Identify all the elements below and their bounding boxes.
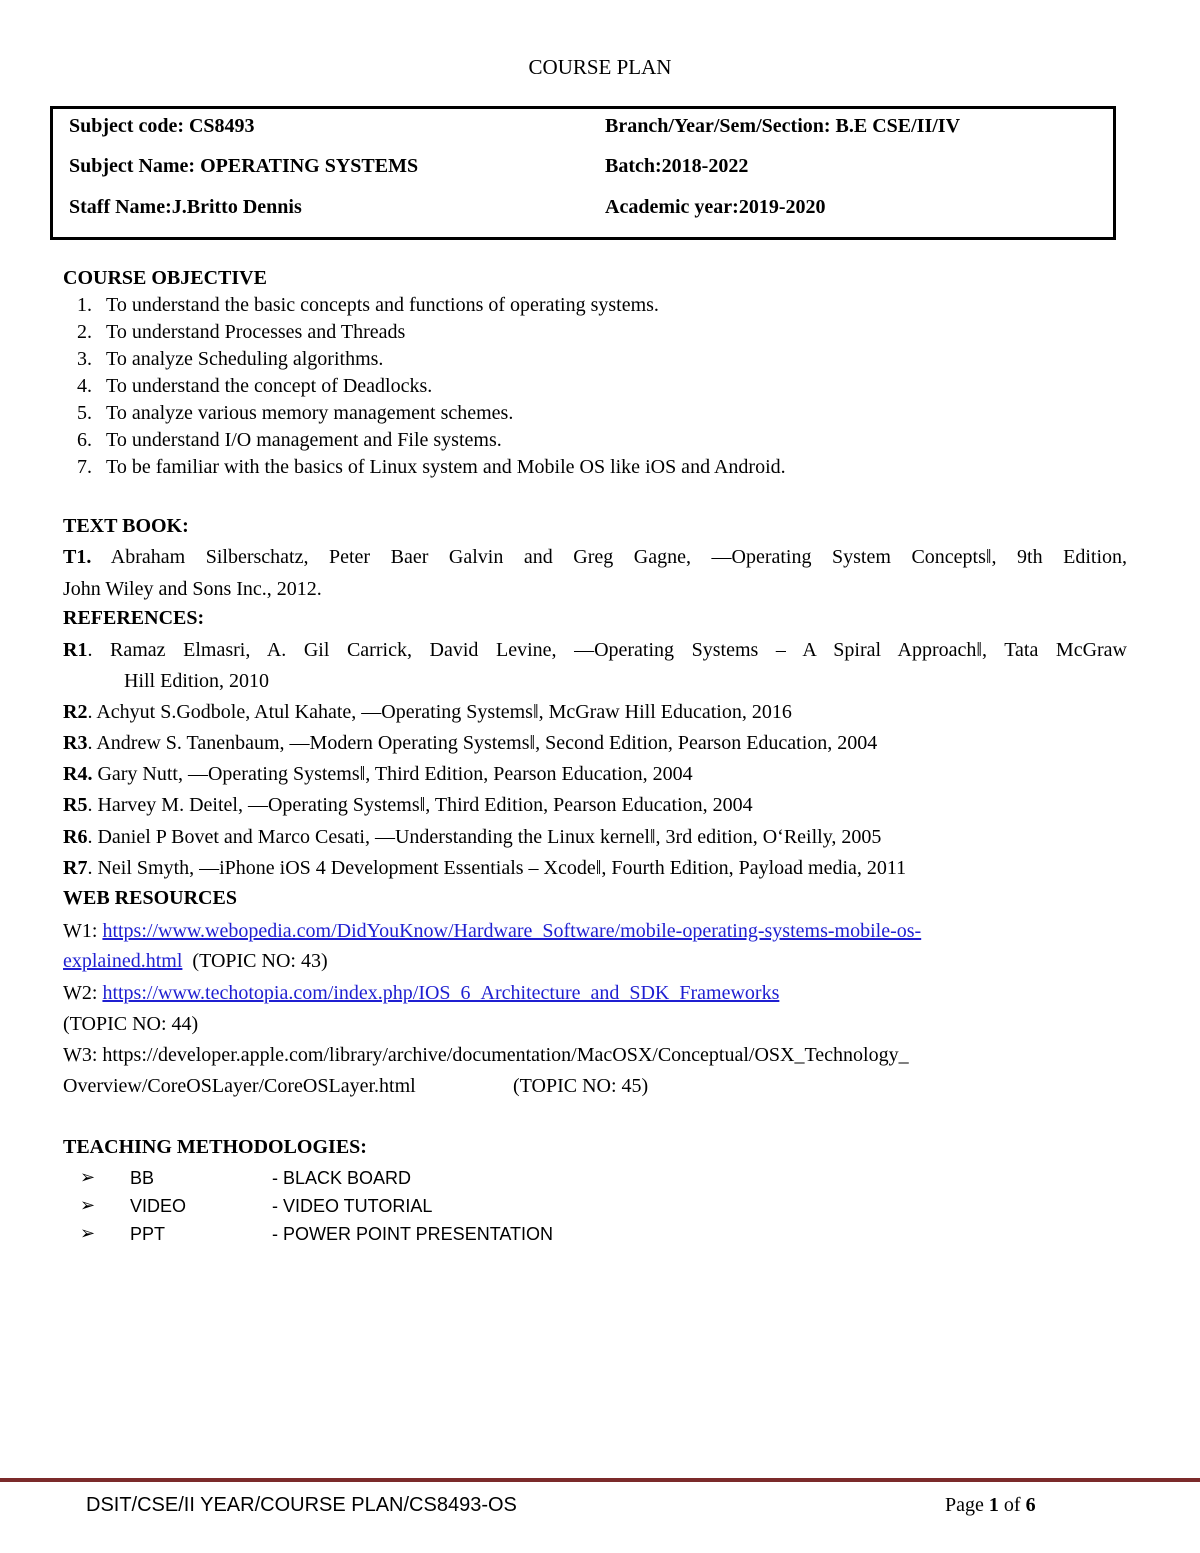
- method-code: BB: [130, 1168, 155, 1188]
- methodologies-heading: TEACHING METHODOLOGIES:: [63, 1136, 367, 1158]
- list-item-number: 5.: [77, 402, 92, 424]
- textbook-t1: [63, 546, 1127, 569]
- arrow-bullet-icon: ➢: [80, 1195, 96, 1215]
- w2-link[interactable]: https://www.techotopia.com/index.php/IOS_6_Architecture_and_SDK_Frameworks: [102, 982, 780, 1004]
- list-item-text: To understand I/O management and File systems.: [106, 429, 502, 451]
- ref-text: . Daniel P Bovet and Marco Cesati, ―Understanding the Linux kernel‖, 3rd edition, O‘Reilly, 2005: [87, 826, 882, 848]
- subject-code: Subject code: CS8493: [69, 115, 255, 137]
- ref-label: R7: [63, 857, 88, 879]
- ref-label: R3: [63, 732, 88, 754]
- textbook-t1-cont: John Wiley and Sons Inc., 2012.: [63, 578, 322, 600]
- subject-name: Subject Name: OPERATING SYSTEMS: [69, 155, 419, 177]
- w1-topic: (TOPIC NO: 43): [182, 950, 328, 972]
- web-label: W2:: [63, 982, 103, 1004]
- arrow-bullet-icon: ➢: [80, 1223, 96, 1243]
- current-page: 1: [988, 1494, 999, 1516]
- web-label: W1:: [63, 920, 103, 942]
- objective-heading: COURSE OBJECTIVE: [63, 267, 267, 289]
- list-item-number: 7.: [77, 456, 92, 478]
- web-resource-w1-cont: [63, 950, 328, 973]
- ref-label: R6: [63, 826, 88, 848]
- branch-info: Branch/Year/Sem/Section: B.E CSE/II/IV: [605, 115, 961, 137]
- ref-text: . Harvey M. Deitel, ―Operating Systems‖, Third Edition, Pearson Education, 2004: [87, 794, 753, 816]
- list-item-number: 6.: [77, 429, 92, 451]
- batch-info: Batch:2018-2022: [605, 155, 749, 177]
- list-item-text: To analyze various memory management schemes.: [106, 402, 514, 424]
- w1-link-cont[interactable]: explained.html: [63, 950, 183, 972]
- w2-topic: (TOPIC NO: 44): [63, 1013, 199, 1035]
- ref-text: . Achyut S.Godbole, Atul Kahate, ―Operating Systems‖, McGraw Hill Education, 2016: [87, 701, 792, 723]
- web-resources-heading: WEB RESOURCES: [63, 887, 237, 909]
- list-item-number: 1.: [77, 294, 92, 316]
- ref-label: R2: [63, 701, 88, 723]
- list-item-text: To understand the concept of Deadlocks.: [106, 375, 433, 397]
- list-item-text: To understand Processes and Threads: [106, 321, 406, 343]
- ref-text: . Ramaz Elmasri, A. Gil Carrick, David Levine, ―Operating Systems – A Spiral Approach‖, Tata McGraw: [87, 639, 1127, 661]
- w3-topic: (TOPIC NO: 45): [513, 1075, 649, 1097]
- page-word: Page: [945, 1494, 989, 1516]
- reference-r3: [63, 732, 877, 755]
- ref-text: Abraham Silberschatz, Peter Baer Galvin and Greg Gagne, ―Operating System Concepts‖, 9th Edition,: [110, 546, 1127, 568]
- reference-r6: [63, 826, 881, 849]
- academic-year: Academic year:2019-2020: [605, 196, 826, 218]
- total-pages: 6: [1025, 1494, 1036, 1516]
- web-resource-w3: W3: https://developer.apple.com/library/archive/documentation/MacOSX/Conceptual/OSX_Technology_: [63, 1044, 909, 1066]
- method-code: VIDEO: [130, 1196, 187, 1216]
- method-desc: - POWER POINT PRESENTATION: [272, 1224, 554, 1244]
- reference-r1: [63, 639, 1127, 662]
- footer-doc-id: DSIT/CSE/II YEAR/COURSE PLAN/CS8493-OS: [86, 1494, 517, 1516]
- list-item-number: 2.: [77, 321, 92, 343]
- web-resource-w2: [63, 982, 779, 1005]
- web-resource-w1: [63, 920, 921, 943]
- staff-name: Staff Name:J.Britto Dennis: [69, 196, 302, 218]
- reference-r5: [63, 794, 753, 817]
- list-item-number: 3.: [77, 348, 92, 370]
- ref-label: R5: [63, 794, 88, 816]
- course-info-box: [50, 106, 1116, 240]
- arrow-bullet-icon: ➢: [80, 1167, 96, 1187]
- page-title: COURSE PLAN: [528, 55, 672, 79]
- reference-r2: [63, 701, 792, 724]
- method-code: PPT: [130, 1224, 166, 1244]
- list-item-text: To analyze Scheduling algorithms.: [106, 348, 384, 370]
- w1-link[interactable]: https://www.webopedia.com/DidYouKnow/Hardware_Software/mobile-operating-systems-mobile-os-: [102, 920, 922, 942]
- ref-text: . Andrew S. Tanenbaum, ―Modern Operating Systems‖, Second Edition, Pearson Education, 2004: [87, 732, 878, 754]
- reference-r4: [63, 763, 693, 786]
- ref-text: Gary Nutt, ―Operating Systems‖, Third Edition, Pearson Education, 2004: [92, 763, 693, 785]
- method-desc: - VIDEO TUTORIAL: [272, 1196, 433, 1216]
- web-resource-w3-cont: Overview/CoreOSLayer/CoreOSLayer.html: [63, 1075, 416, 1097]
- ref-text: . Neil Smyth, ―iPhone iOS 4 Development Essentials – Xcode‖, Fourth Edition, Payload media, 2011: [87, 857, 907, 879]
- reference-r7: [63, 857, 906, 880]
- list-item-text: To be familiar with the basics of Linux system and Mobile OS like iOS and Android.: [106, 456, 786, 478]
- list-item-text: To understand the basic concepts and functions of operating systems.: [106, 294, 659, 316]
- ref-label: R1: [63, 639, 88, 661]
- page-number: [945, 1494, 1036, 1517]
- textbook-heading: TEXT BOOK:: [63, 515, 189, 537]
- list-item-number: 4.: [77, 375, 92, 397]
- ref-label: R4.: [63, 763, 93, 785]
- of-word: of: [998, 1494, 1026, 1516]
- footer-rule: [0, 1478, 1200, 1482]
- method-desc: - BLACK BOARD: [272, 1168, 412, 1188]
- ref-label: T1.: [63, 546, 92, 568]
- references-heading: REFERENCES:: [63, 607, 205, 629]
- reference-r1-cont: Hill Edition, 2010: [124, 670, 269, 692]
